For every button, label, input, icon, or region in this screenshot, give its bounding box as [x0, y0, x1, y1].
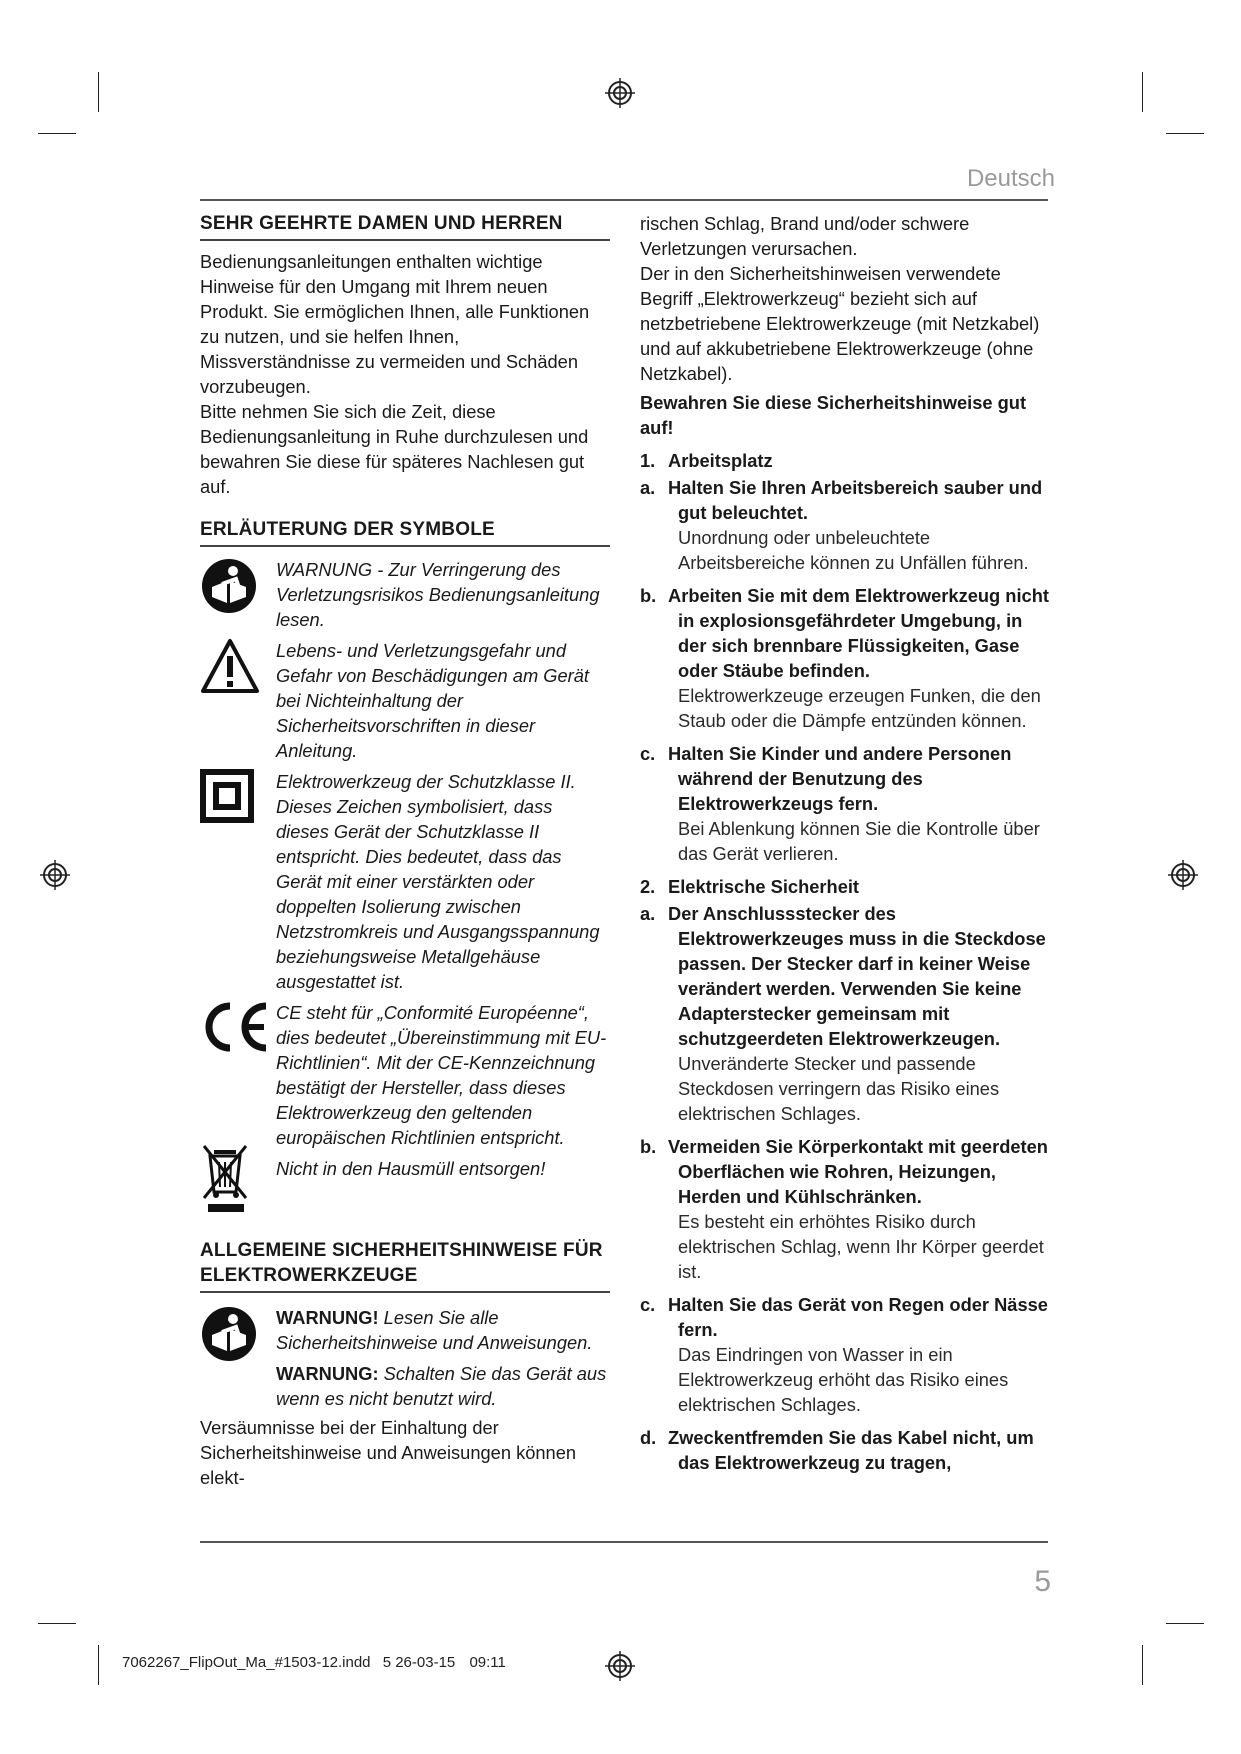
crop-mark	[38, 1623, 76, 1624]
registration-mark-icon	[40, 860, 70, 890]
list-label: a.	[640, 477, 656, 498]
symbol-row	[200, 557, 610, 632]
list-item-bold: Arbeiten Sie mit dem Elektrowerkzeug nicht in explosionsgefährdeter Umgebung, in der sich brennbare Flüssigkeiten, Gase oder Stäube befinden.	[668, 585, 1049, 681]
list-label: b.	[640, 585, 657, 606]
read-manual-icon	[200, 1305, 276, 1369]
crop-mark	[1166, 1623, 1204, 1624]
crop-mark	[1142, 72, 1143, 112]
list-item	[640, 1134, 1050, 1284]
print-slug	[122, 1654, 506, 1671]
section-number: 2.	[640, 876, 656, 897]
section-heading	[640, 874, 1050, 899]
footer-rule	[200, 1541, 1048, 1543]
registration-mark-icon	[605, 1651, 635, 1681]
list-item-text: Bei Ablenkung können Sie die Kontrolle über das Gerät verlieren.	[678, 818, 1040, 864]
language-label: Deutsch	[966, 165, 1055, 192]
crop-mark	[38, 133, 76, 134]
symbol-row	[200, 638, 610, 763]
paragraph: Bedienungsanleitungen enthalten wichtige Hinweise für den Umgang mit Ihrem neuen Produkt. Sie ermöglichen Ihnen, alle Funktionen zu nutzen, und sie helfen Ihnen, Missverständnisse zu vermeiden und Schäden vorzubeugen.	[200, 251, 590, 397]
section-heading-text: Arbeitsplatz	[668, 450, 773, 471]
slug-date: 26-03-15	[395, 1654, 456, 1671]
section-title: ERLÄUTERUNG DER SYMBOLE	[200, 517, 610, 547]
warning-text: Schalten Sie das Gerät aus wenn es nicht benutzt wird.	[276, 1363, 607, 1409]
list-item	[640, 475, 1050, 575]
section-title: ALLGEMEINE SICHERHEITSHINWEISE FÜR ELEKTROWERKZEUGE	[200, 1238, 610, 1293]
section-number: 1.	[640, 450, 656, 471]
warning-row	[200, 1305, 610, 1411]
left-column	[200, 211, 610, 1490]
warning-label: WARNUNG!	[276, 1307, 379, 1328]
list-item-text: Das Eindringen von Wasser in ein Elektrowerkzeug erhöht das Risiko eines elektrischen Schlages.	[678, 1344, 1009, 1415]
weee-bin-icon	[200, 1142, 276, 1220]
section-heading-text: Elektrische Sicherheit	[668, 876, 860, 897]
list-item-bold: Halten Sie Ihren Arbeitsbereich sauber und gut beleuchtet.	[668, 477, 1043, 523]
list-item-text: Unveränderte Stecker und passende Steckdosen verringern das Risiko eines elektrischen Schlages.	[678, 1053, 1000, 1124]
list-label: c.	[640, 1294, 656, 1315]
symbol-row	[200, 769, 610, 994]
list-item	[640, 1292, 1050, 1417]
crop-mark	[98, 72, 99, 112]
list-label: b.	[640, 1136, 657, 1157]
read-manual-icon	[200, 557, 276, 621]
symbol-text: Elektrowerkzeug der Schutzklasse II. Dieses Zeichen symbolisiert, dass dieses Gerät der Schutzklasse II entspricht. Dies bedeutet, dass das Gerät mit einer verstärkten oder doppelten Isolierung zwischen Netzstromkreis und Ausgangsspannung beziehungsweise Metallgehäuse ausgestattet ist.	[276, 771, 600, 992]
registration-mark-icon	[605, 78, 635, 108]
list-item-bold: Zweckentfremden Sie das Kabel nicht, um das Elektrowerkzeug zu tragen,	[668, 1427, 1034, 1473]
crop-mark	[1166, 133, 1204, 134]
right-column	[640, 211, 1050, 1475]
paragraph: Bewahren Sie diese Sicherheitshinweise gut auf!	[640, 392, 1027, 438]
paragraph: Bitte nehmen Sie sich die Zeit, diese Bedienungsanleitung in Ruhe durchzulesen und bewahren Sie diese für späteres Nachlesen gut auf.	[200, 401, 589, 497]
list-item	[640, 901, 1050, 1126]
list-item-text: Es besteht ein erhöhtes Risiko durch elektrischen Schlag, wenn Ihr Körper geerdet ist.	[678, 1211, 1044, 1282]
slug-file: 7062267_FlipOut_Ma_#1503-12.indd	[122, 1654, 371, 1671]
symbol-text: WARNUNG - Zur Verringerung des Verletzungsrisikos Bedienungsanleitung lesen.	[276, 559, 600, 630]
list-item-text: Unordnung oder unbeleuchtete Arbeitsbereiche können zu Unfällen führen.	[678, 527, 1029, 573]
symbol-row	[200, 1156, 610, 1220]
header-rule	[200, 199, 1048, 201]
slug-time: 09:11	[469, 1654, 506, 1671]
section-title: SEHR GEEHRTE DAMEN UND HERREN	[200, 211, 610, 241]
list-item-text: Elektrowerkzeuge erzeugen Funken, die den Staub oder die Dämpfe entzünden können.	[678, 685, 1041, 731]
list-item-bold: Vermeiden Sie Körperkontakt mit geerdeten Oberflächen wie Rohren, Heizungen, Herden und Kühlschränken.	[668, 1136, 1048, 1207]
list-item	[640, 741, 1050, 866]
symbol-text: CE steht für „Conformité Européenne“, dies bedeutet „Übereinstimmung mit EU-Richtlinien“. Mit der CE-Kennzeichnung bestätigt der Hersteller, dass dieses Elektrowerkzeug den geltenden europäischen Richtlinien entspricht.	[276, 1002, 607, 1148]
list-item-bold: Halten Sie das Gerät von Regen oder Nässe fern.	[668, 1294, 1048, 1340]
warning-triangle-icon	[200, 638, 276, 700]
list-label: c.	[640, 743, 656, 764]
list-item-bold: Der Anschlussstecker des Elektrowerkzeuges muss in die Steckdose passen. Der Stecker darf in keiner Weise verändert werden. Verwenden Sie keine Adapterstecker gemeinsam mit schutzgeerdeten Elektrowerkzeugen.	[668, 903, 1046, 1049]
section-heading	[640, 448, 1050, 473]
symbol-text: Lebens- und Verletzungsgefahr und Gefahr von Beschädigungen am Gerät bei Nichteinhaltung der Sicherheitsvorschriften in dieser Anleitung.	[276, 640, 590, 761]
crop-mark	[1142, 1645, 1143, 1685]
slug-page: 5	[382, 1654, 392, 1671]
protection-class-ii-icon	[200, 769, 276, 829]
paragraph: rischen Schlag, Brand und/oder schwere Verletzungen verursachen.	[640, 213, 970, 259]
crop-mark	[98, 1645, 99, 1685]
paragraph: Der in den Sicherheitshinweisen verwendete Begriff „Elektrowerkzeug“ bezieht sich auf netzbetriebene Elektrowerkzeuge (mit Netzkabel) und auf akkubetriebene Elektrowerkzeuge (ohne Netzkabel).	[640, 263, 1040, 384]
list-item-bold: Halten Sie Kinder und andere Personen während der Benutzung des Elektrowerkzeugs fern.	[668, 743, 1012, 814]
ce-mark-icon	[200, 1000, 276, 1060]
list-item	[640, 583, 1050, 733]
list-label: a.	[640, 903, 656, 924]
page-number: 5	[1034, 1565, 1051, 1598]
warning-text: Lesen Sie alle Sicherheitshinweise und Anweisungen.	[276, 1307, 593, 1353]
symbol-text: Nicht in den Hausmüll entsorgen!	[276, 1158, 546, 1179]
list-item	[640, 1425, 1050, 1475]
warning-label: WARNUNG:	[276, 1363, 379, 1384]
paragraph: Versäumnisse bei der Einhaltung der Sicherheitshinweise und Anweisungen können elekt-	[200, 1417, 577, 1488]
symbol-row	[200, 1000, 610, 1150]
registration-mark-icon	[1168, 860, 1198, 890]
list-label: d.	[640, 1427, 657, 1448]
